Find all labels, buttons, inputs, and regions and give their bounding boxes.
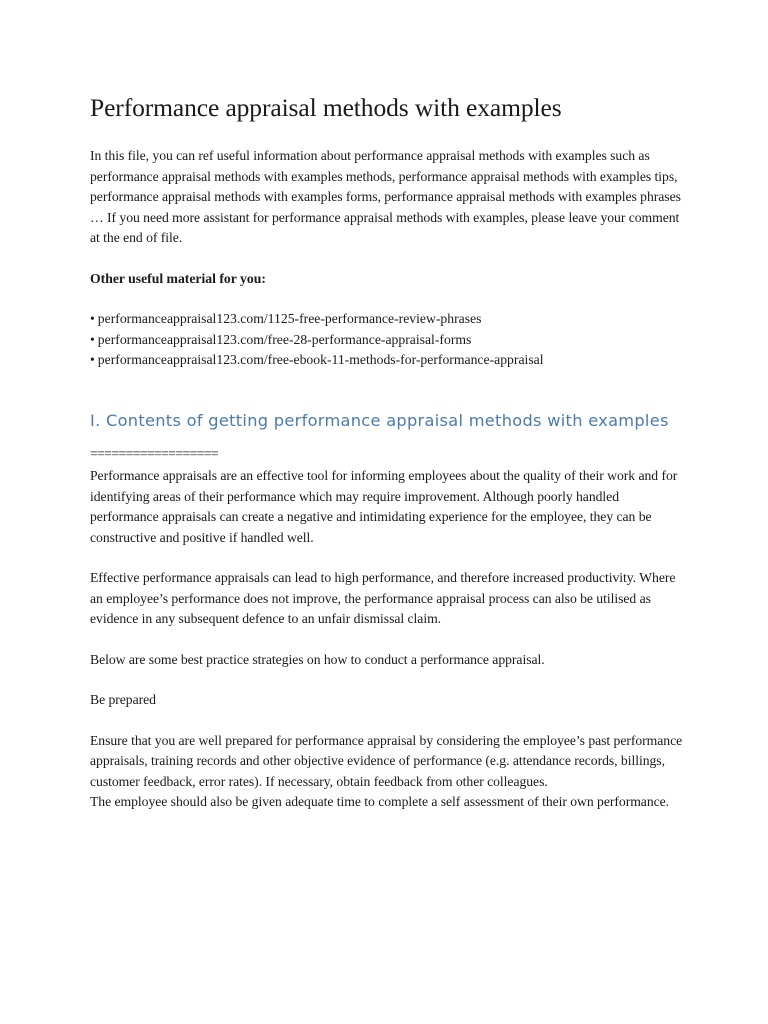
link-text[interactable]: performanceappraisal123.com/free-ebook-11-methods-for-performance-appraisal — [97, 352, 544, 368]
subheading-be-prepared: Be prepared — [90, 692, 156, 708]
body-paragraph-1: Performance appraisals are an effective tool for informing employees about the quality of their work and for identifying areas of their performance which may require improvement. Although poorly handled performance appraisals can create a negative and intimidating experience for the employee, they can be constructive and positive if handled well. — [90, 468, 678, 545]
body-paragraph-3: Below are some best practice strategies on how to conduct a performance appraisal. — [90, 651, 545, 667]
list-item — [90, 309, 688, 330]
list-item — [90, 350, 688, 371]
page-title: Performance appraisal methods with examples — [90, 93, 562, 122]
separator-line: ================== — [90, 446, 219, 462]
link-text[interactable]: performanceappraisal123.com/1125-free-performance-review-phrases — [97, 311, 482, 326]
body-paragraph-2: Effective performance appraisals can lead to high performance, and therefore increased productivity. Where an employee’s performance does not improve, the performance appraisal process can also be utilised as evidence in any subsequent defence to an unfair dismissal claim. — [90, 570, 676, 627]
useful-material-heading: Other useful material for you: — [90, 270, 266, 286]
body-paragraph-6: The employee should also be given adequate time to complete a self assessment of their own performance. — [90, 794, 670, 810]
bullet-icon: • — [90, 311, 95, 326]
section-heading: I. Contents of getting performance appraisal methods with examples — [90, 411, 669, 431]
body-paragraph-5: Ensure that you are well prepared for performance appraisal by considering the employee’s past performance appraisals, training records and other objective evidence of performance (e.g. attendance records, billings, customer feedback, error rates). If necessary, obtain feedback from other colleagues. — [90, 732, 683, 789]
list-item — [90, 330, 688, 351]
intro-paragraph: In this file, you can ref useful information about performance appraisal methods with examples such as performance appraisal methods with examples methods, performance appraisal methods with examples tips, performance appraisal methods with examples forms, performance appraisal methods with examples phrases … If you need more assistant for performance appraisal methods with examples, please leave your comment at the end of file. — [90, 148, 681, 245]
useful-links-list — [90, 309, 688, 371]
bullet-icon: • — [90, 331, 95, 347]
link-text[interactable]: performanceappraisal123.com/free-28-performance-appraisal-forms — [97, 331, 472, 347]
bullet-icon: • — [90, 352, 95, 368]
